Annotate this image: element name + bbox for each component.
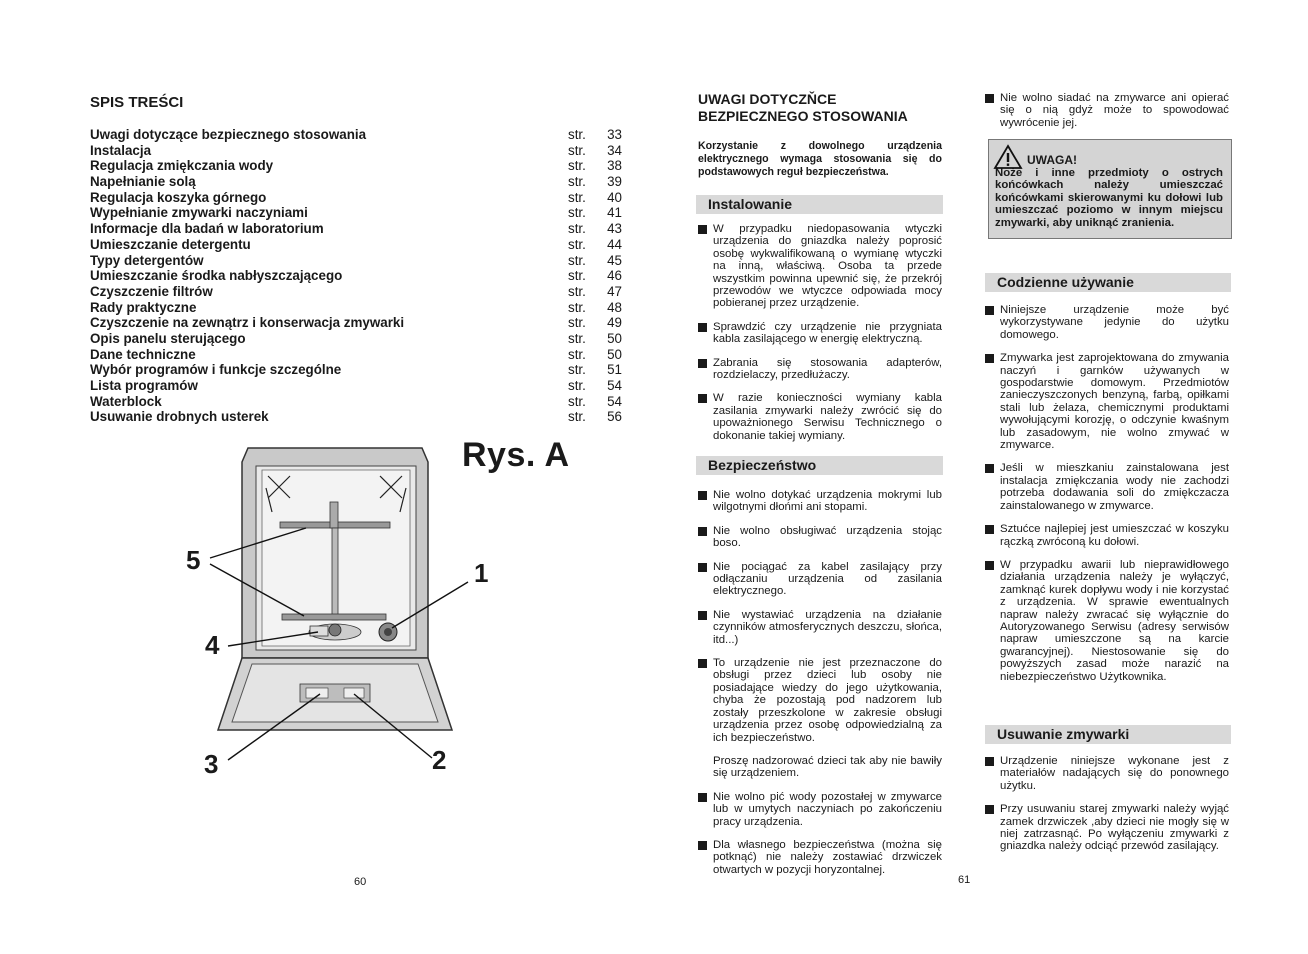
- toc-row: [90, 253, 630, 269]
- bullet-square: [698, 659, 707, 668]
- toc-entry-str: str.: [568, 299, 586, 315]
- warning-title: UWAGA!: [1027, 153, 1077, 167]
- toc-entry-label: Czyszczenie filtrów: [90, 283, 213, 299]
- toc-entry-label: Dane techniczne: [90, 346, 196, 362]
- toc-row: [90, 158, 630, 174]
- warning-box: [988, 139, 1232, 239]
- toc-entry-page: 40: [607, 189, 622, 205]
- toc-entry-str: str.: [568, 330, 586, 346]
- toc-entry-str: str.: [568, 378, 586, 393]
- toc-entry-page: 56: [607, 409, 622, 425]
- bullet-square: [698, 793, 707, 802]
- toc-row: [90, 268, 630, 284]
- bullet-square: [985, 525, 994, 534]
- list-item: [698, 657, 942, 780]
- toc-entry-page: 44: [607, 236, 622, 252]
- toc-entry-label: Informacje dla badań w laboratorium: [90, 221, 324, 237]
- toc-row: [90, 394, 630, 410]
- list-item-text: Jeśli w mieszkaniu zainstalowana jest instalacja zmiękczania wody nie zachodzi potrzeba dodawania soli do zmiękczacza zainstalowanego w zmywarce.: [1000, 462, 1229, 512]
- toc-row: [90, 347, 630, 363]
- toc-entry-label: Instalacja: [90, 142, 152, 158]
- usuwanie-list: [985, 755, 1229, 864]
- list-item: [698, 525, 942, 550]
- list-item-text: Sprawdzić czy urządzenie nie przygniata kabla zasilającego w energię elektryczną.: [713, 320, 942, 346]
- list-item: Nie wolno siadać na zmywarce ani opierać się o nią gdyż może to spowodować wywrócenie jej.: [985, 92, 1229, 129]
- toc-row: [90, 221, 630, 237]
- list-item-text: Dla własnego bezpieczeństwa (można się potknąć) nie należy zostawiać drzwiczek otwartych w pozycji horyzontalnej.: [713, 838, 942, 876]
- section-bezpieczenstwo-title: Bezpieczeństwo: [696, 456, 943, 475]
- list-item-text: Nie wolno obsługiwać urządzenia stojąc boso.: [713, 524, 942, 550]
- list-item-text: Sztućce najlepiej jest umieszczać w koszyku rączką zwróconą ku dołowi.: [1000, 523, 1229, 548]
- safety-heading-line1: UWAGI DOTYCZŇCE: [698, 91, 837, 107]
- bullet-square: [698, 563, 707, 572]
- list-item-text: W przypadku awarii lub nieprawidłowego działania urządzenia należy je wyłączyć, zamknąć kurek dopływu wody i nie korzystać z urządzenia. W sprawie ewentualnych napraw należy zwracać się wyłącznie do Autoryzowanego Serwisu (adresy serwisów napraw umieszczone są na karcie gwarancyjnej). Niestosowanie się do powyższych zasad może narazić na niebezpieczeństwo Użytkownika.: [1000, 558, 1229, 683]
- callout-3: 3: [204, 749, 219, 779]
- list-item: [698, 561, 942, 598]
- toc-entry-str: str.: [568, 409, 586, 425]
- toc-row: [90, 300, 630, 316]
- toc-entry-label: Napełnianie solą: [90, 174, 196, 190]
- toc-entry-str: str.: [568, 158, 586, 174]
- toc-entry-str: str.: [568, 268, 586, 284]
- toc-row: [90, 237, 630, 253]
- list-item-text: Przy usuwaniu starej zmywarki należy wyjąć zamek drzwiczek ,aby dzieci nie mogły się w niej zatrzasnąć. Po wyłączeniu zmywarki z gniazdka należy odciąć przewód zasilający.: [1000, 803, 1229, 853]
- callout-1: 1: [474, 558, 489, 588]
- toc-entry-label: Rady praktyczne: [90, 299, 197, 315]
- bezpieczenstwo-list: [698, 489, 942, 887]
- list-item: [698, 357, 942, 382]
- toc-entry-page: 48: [607, 299, 622, 315]
- list-item-text: Zabrania się stosowania adapterów, rozdzielaczy, przedłużaczy.: [713, 356, 942, 382]
- bullet-square: [985, 561, 994, 570]
- toc-entry-label: Usuwanie drobnych usterek: [90, 409, 269, 425]
- toc-entry-page: 33: [607, 127, 622, 142]
- toc-entry-str: str.: [568, 127, 586, 142]
- bullet-square: [985, 757, 994, 766]
- list-item: [985, 352, 1229, 451]
- toc-entry-str: str.: [568, 221, 586, 237]
- callout-5: 5: [186, 545, 201, 575]
- toc-entry-str: str.: [568, 205, 586, 221]
- safety-heading-line2: BEZPIECZNEGO STOSOWANIA: [698, 108, 908, 124]
- toc-entry-label: Typy detergentów: [90, 252, 204, 268]
- toc-entry-label: Opis panelu sterującego: [90, 330, 246, 346]
- toc-entry-label: Waterblock: [90, 393, 162, 409]
- list-item: [985, 304, 1229, 341]
- section-instalowanie-title: Instalowanie: [696, 195, 943, 214]
- warning-text: Noże i inne przedmioty o ostrych końcówkach należy umieszczać końcówkami skierowanymi ku dołowi lub umieszczać poziomo w innym miejscu zmywarki, aby uniknąć zranienia.: [995, 167, 1223, 229]
- list-item: [698, 839, 942, 876]
- bullet-square: [698, 527, 707, 536]
- bullet-square: [698, 359, 707, 368]
- list-item: [698, 321, 942, 346]
- list-item: [698, 609, 942, 646]
- toc-row: [90, 143, 630, 159]
- section-codzienne-title: Codzienne używanie: [985, 273, 1231, 292]
- toc-row: [90, 190, 630, 206]
- toc-row: [90, 409, 630, 425]
- toc-entry-str: str.: [568, 236, 586, 252]
- bullet-square: [985, 354, 994, 363]
- toc-entry-label: Regulacja koszyka górnego: [90, 189, 267, 205]
- figure-title: Rys. A: [462, 436, 570, 474]
- toc-row: [90, 315, 630, 331]
- bullet-square: [698, 841, 707, 850]
- toc-entry-page: 47: [607, 283, 622, 299]
- toc-list: [90, 127, 630, 425]
- callout-4: 4: [205, 630, 220, 660]
- list-item-text: W przypadku niedopasowania wtyczki urządzenia do gniazdka należy poprosić osobę wykwalifikowaną o wymianę wtyczki na inną, właściwą. Osoba ta przede wszystkim powinna upewnić się, że przekrój przewodów we wtyczce odpowiada mocy pobieranej przez urządzenie.: [713, 223, 942, 310]
- bullet-square: [985, 805, 994, 814]
- toc-entry-page: 49: [607, 315, 622, 331]
- page-number-right: 61: [958, 874, 971, 886]
- list-item-text: To urządzenie nie jest przeznaczone do obsługi przez dzieci lub osoby nie posiadające wiedzy do jego użytkowania, chyba że pozostają pod nadzorem lub zostały przeszkolone w zakresie obsługi urządzenia przez osobę odpowiedzialną za ich bezpieczeństwo.: [713, 657, 942, 744]
- toc-entry-str: str.: [568, 283, 586, 299]
- list-item: [985, 523, 1229, 548]
- bullet-square: [698, 611, 707, 620]
- toc-entry-str: str.: [568, 393, 586, 409]
- callout-2: 2: [432, 745, 447, 775]
- toc-row: [90, 331, 630, 347]
- toc-row: [90, 174, 630, 190]
- toc-entry-page: 39: [607, 174, 622, 190]
- toc-entry-label: Umieszczanie środka nabłyszczającego: [90, 268, 343, 284]
- list-item-text: Zmywarka jest zaprojektowana do zmywania naczyń i garnków używanych w gospodarstwie domowym. Przedmiotów zanieczyszczonych benzyną, farbą, opiłkami stali lub żelaza, chemicznymi produktami wywołującymi korozję, o odczynie kwaśnym lub zasadowym, nie wolno zmywać w zmywarce.: [1000, 352, 1229, 452]
- bullet-square: [985, 464, 994, 473]
- bullet-square: [985, 306, 994, 315]
- instalowanie-list: [698, 223, 942, 453]
- list-item-text: Nie pociągać za kabel zasilający przy odłączaniu urządzenia od zasilania elektrycznego.: [713, 560, 942, 598]
- list-item: [698, 489, 942, 514]
- list-item: [698, 791, 942, 828]
- toc-entry-label: Czyszczenie na zewnątrz i konserwacja zmywarki: [90, 315, 405, 331]
- bullet-square: [698, 225, 707, 234]
- page-number-left: 60: [354, 876, 367, 888]
- toc-entry-page: 50: [607, 346, 622, 362]
- toc-entry-page: 50: [607, 330, 622, 346]
- toc-entry-str: str.: [568, 174, 586, 190]
- toc-entry-str: str.: [568, 346, 586, 362]
- toc-entry-str: str.: [568, 362, 586, 378]
- list-item: [985, 755, 1229, 792]
- top-right-list: [985, 92, 1229, 140]
- list-item-text: Urządzenie niniejsze wykonane jest z materiałów nadających się do ponownego użytku.: [1000, 755, 1229, 792]
- toc-entry-page: 43: [607, 221, 622, 237]
- safety-heading: [698, 91, 948, 125]
- list-item-text: Nie wolno pić wody pozostałej w zmywarce lub w umytych naczyniach po zakończeniu pracy urządzenia.: [713, 790, 942, 828]
- warning-triangle-icon: [993, 144, 1023, 170]
- list-item: [698, 223, 942, 310]
- list-item-text: Nie wystawiać urządzenia na działanie czynników atmosferycznych deszczu, słońca, itd...): [713, 608, 942, 646]
- toc-entry-page: 54: [607, 378, 622, 393]
- dishwasher-illustration: [170, 440, 490, 780]
- list-item: [985, 559, 1229, 683]
- toc-entry-label: Regulacja zmiękczania wody: [90, 158, 274, 174]
- toc-entry-str: str.: [568, 315, 586, 331]
- toc-row: [90, 205, 630, 221]
- list-item-text: Niniejsze urządzenie może być wykorzystywane jedynie do użytku domowego.: [1000, 304, 1229, 341]
- toc-row: [90, 378, 630, 394]
- toc-entry-str: str.: [568, 142, 586, 158]
- section-usuwanie-title: Usuwanie zmywarki: [985, 725, 1231, 744]
- safety-intro: Korzystanie z dowolnego urządzenia elektrycznego wymaga stosowania się do podstawowych reguł bezpieczeństwa.: [698, 140, 942, 178]
- toc-entry-page: 38: [607, 158, 622, 174]
- list-item: [985, 462, 1229, 512]
- list-item-text: Nie wolno dotykać urządzenia mokrymi lub wilgotnymi dłońmi ani stopami.: [713, 489, 942, 514]
- list-item: [698, 392, 942, 442]
- toc-entry-str: str.: [568, 189, 586, 205]
- toc-entry-label: Wybór programów i funkcje szczególne: [90, 362, 342, 378]
- toc-entry-page: 34: [607, 142, 622, 158]
- toc-entry-page: 46: [607, 268, 622, 284]
- toc-entry-page: 41: [607, 205, 622, 221]
- toc-row: [90, 284, 630, 300]
- toc-entry-page: 51: [607, 362, 622, 378]
- bullet-square: [698, 394, 707, 403]
- toc-entry-label: Uwagi dotyczące bezpiecznego stosowania: [90, 127, 367, 142]
- toc-row: [90, 362, 630, 378]
- list-item: [985, 803, 1229, 853]
- toc-entry-page: 45: [607, 252, 622, 268]
- toc-entry-str: str.: [568, 252, 586, 268]
- toc-entry-label: Wypełnianie zmywarki naczyniami: [90, 205, 308, 221]
- toc-row: [90, 127, 630, 143]
- bullet-square: [698, 323, 707, 332]
- toc-entry-label: Lista programów: [90, 378, 198, 393]
- bullet-square: [985, 94, 994, 103]
- toc-entry-page: 54: [607, 393, 622, 409]
- list-item-paragraph: Proszę nadzorować dzieci tak aby nie bawiły się urządzeniem.: [713, 754, 942, 780]
- list-item-text: W razie konieczności wymiany kabla zasilania zmywarki należy zwrócić się do upoważnionego Serwisu Technicznego o dokonanie takiej wymiany.: [713, 392, 942, 442]
- toc-entry-label: Umieszczanie detergentu: [90, 236, 251, 252]
- bullet-square: [698, 491, 707, 500]
- toc-title: SPIS TREŚCI: [90, 94, 184, 111]
- codzienne-list: [985, 304, 1229, 694]
